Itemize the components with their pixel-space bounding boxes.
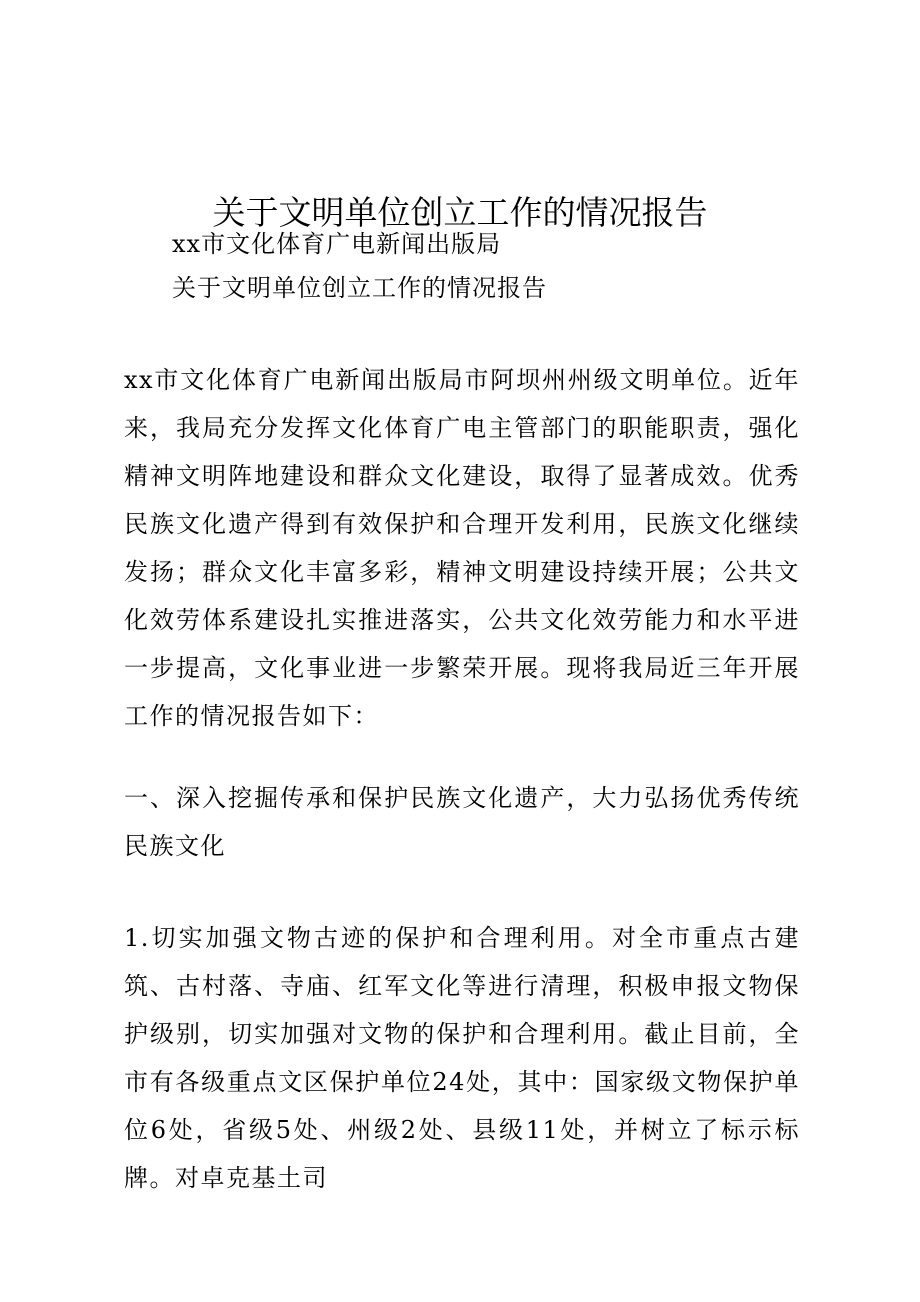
subtitle-line: 关于文明单位创立工作的情况报告 [172,274,547,302]
section-heading: 一、深入挖掘传承和保护民族文化遗产，大力弘扬优秀传统民族文化 [124,784,800,860]
document-title: 关于文明单位创立工作的情况报告 [212,193,708,233]
intro-paragraph: xx市文化体育广电新闻出版局市阿坝州州级文明单位。近年来，我局充分发挥文化体育广电主管部门的职能职责，强化精神文明阵地建设和群众文化建设，取得了显著成效。优秀民族文化遗产得到有效保护和合理开发利用，民族文化继续发扬；群众文化丰富多彩，精神文明建设持续开展；公共文化效劳体系建设扎实推进落实，公共文化效劳能力和水平进一步提高，文化事业进一步繁荣开展。现将我局近三年开展工作的情况报告如下： [124,366,800,730]
body-paragraph: 1.切实加强文物古迹的保护和合理利用。对全市重点古建筑、古村落、寺庙、红军文化等进行清理，积极申报文物保护级别，切实加强对文物的保护和合理利用。截止目前，全市有各级重点文区保护单位24处，其中：国家级文物保护单位6处，省级5处、州级2处、县级11处，并树立了标示标牌。对卓克基土司 [124,924,800,1192]
organization-line: xx市文化体育广电新闻出版局 [172,230,502,258]
